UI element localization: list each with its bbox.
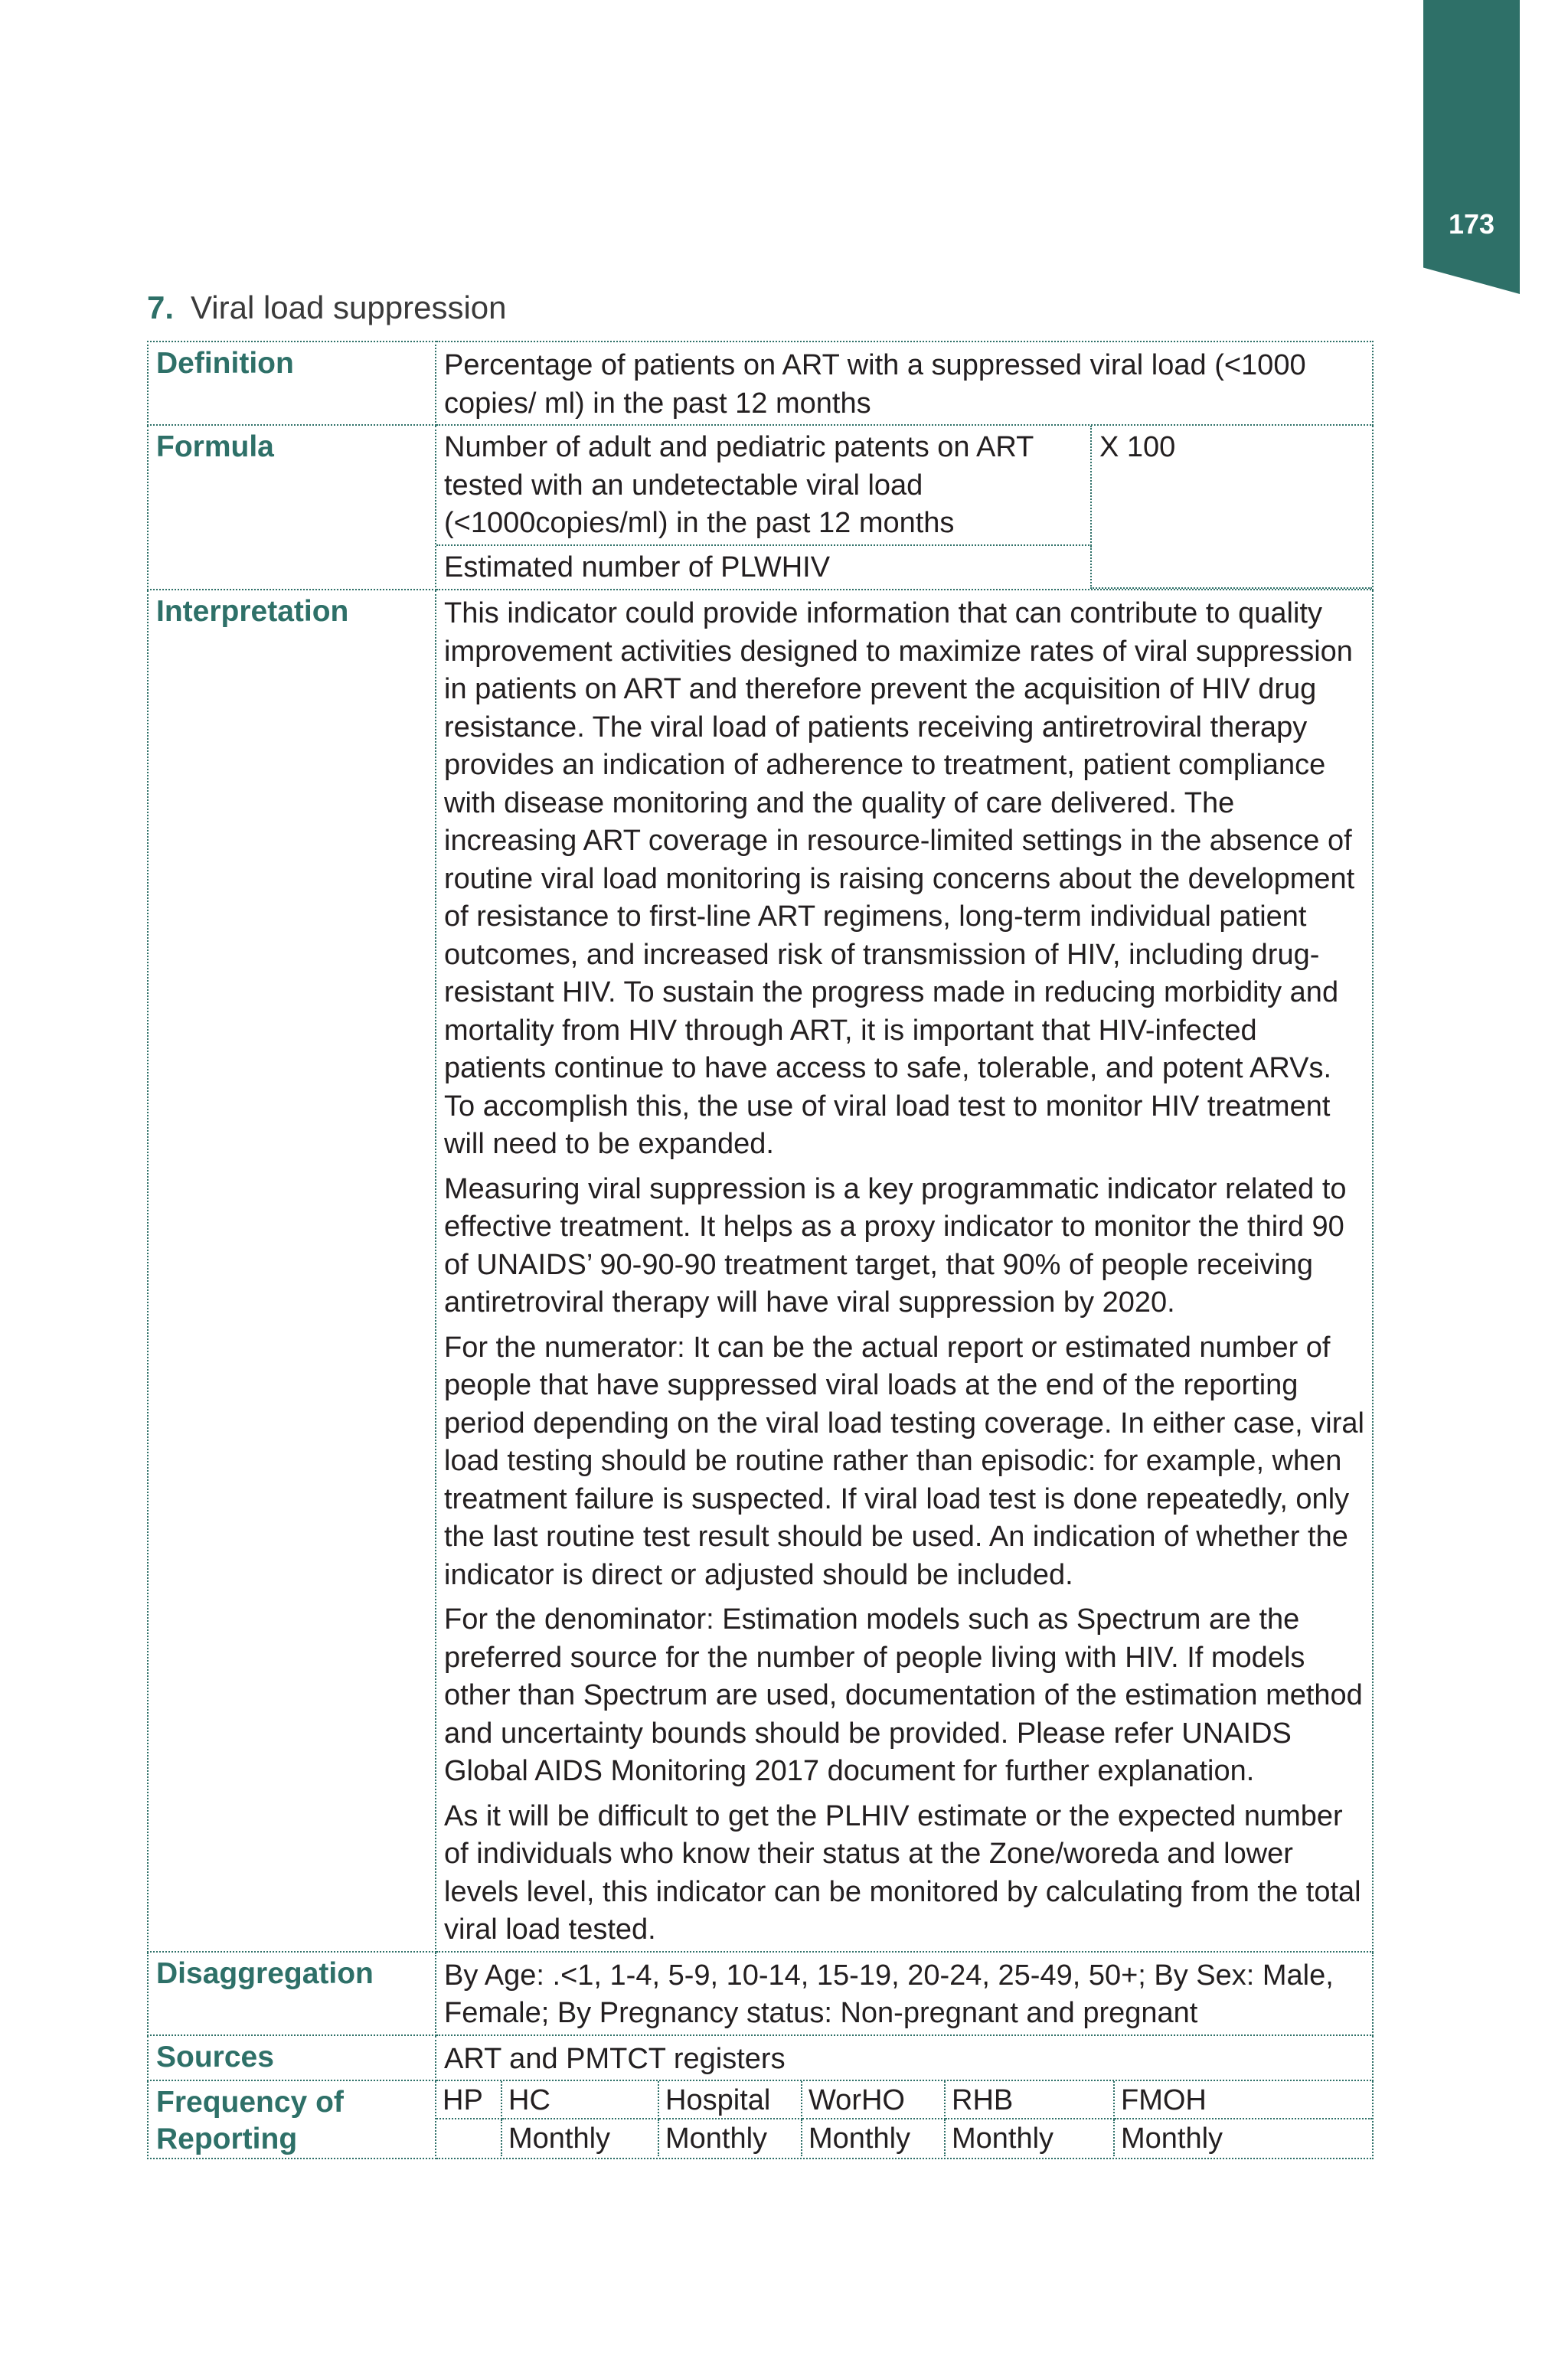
frequency-table — [436, 2081, 1372, 2156]
formula-table — [436, 426, 1372, 589]
frequency-value — [436, 2119, 501, 2156]
interpretation-paragraph: For the denominator: Estimation models such as Spectrum are the preferred source for the number of people living with HIV. If models other than Spectrum are used, documentation of the estimation method and uncertainty bounds should be provided. Please refer UNAIDS Global AIDS Monitoring 2017 document for further explanation. — [444, 1603, 1363, 1787]
disaggregation-label: Disaggregation — [148, 1952, 436, 2035]
page-number-tab — [1423, 0, 1520, 294]
interpretation-paragraph: Measuring viral suppression is a key programmatic indicator related to effective treatment. It helps as a proxy indicator to monitor the third 90 of UNAIDS’ 90-90-90 treatment target, that 90% of people receiving antiretroviral therapy will have viral suppression by 2020. — [444, 1172, 1347, 1319]
interpretation-content — [436, 590, 1373, 1952]
sources-label: Sources — [148, 2035, 436, 2081]
frequency-level: HP — [436, 2081, 501, 2119]
formula-denominator: Estimated number of PLWHIV — [436, 545, 1091, 589]
interpretation-paragraph: As it will be difficult to get the PLHIV estimate or the expected number of individuals who know their status at the Zone/woreda and lower levels level, this indicator can be monitored by calculating from the total viral load tested. — [444, 1799, 1361, 1946]
section-title: Viral load suppression — [191, 289, 507, 325]
sources-content — [436, 2035, 1373, 2081]
sources-row — [148, 2035, 1373, 2081]
interpretation-paragraph: For the numerator: It can be the actual report or estimated number of people that have suppressed viral loads at the end of the reporting period depending on the viral load testing coverage. In either case, viral load testing should be routine rather than episodic: for example, when treatment failure is suspected. If viral load test is done repeatedly, only the last routine test result should be used. An indication of whether the indicator is direct or adjusted should be included. — [444, 1331, 1364, 1591]
sources-text: ART and PMTCT registers — [444, 2042, 786, 2075]
disaggregation-text: By Age: .<1, 1-4, 5-9, 10-14, 15-19, 20-24, 25-49, 50+; By Sex: Male, Female; By Pregnancy status: Non-pregnant and pregnant — [444, 1959, 1334, 2029]
interpretation-label: Interpretation — [148, 590, 436, 1952]
formula-content — [436, 425, 1373, 590]
frequency-value: Monthly — [1114, 2119, 1372, 2156]
frequency-value: Monthly — [501, 2119, 658, 2156]
indicator-table — [147, 341, 1374, 2159]
formula-row — [148, 425, 1373, 590]
disaggregation-row — [148, 1952, 1373, 2035]
definition-label: Definition — [148, 342, 436, 425]
frequency-row — [148, 2080, 1373, 2159]
frequency-level: HC — [501, 2081, 658, 2119]
interpretation-paragraph: This indicator could provide information that can contribute to quality improvement activities designed to maximize rates of viral suppression in patients on ART and therefore prevent the acquisition of HIV drug resistance. The viral load of patients receiving antiretroviral therapy provides an indication of adherence to treatment, patient compliance with disease monitoring and the quality of care delivered. The increasing ART coverage in resource-limited settings in the absence of routine viral load monitoring is raising concerns about the development of resistance to first-line ART regimens, long-term individual patient outcomes, and increased risk of transmission of HIV, including drug-resistant HIV. To sustain the progress made in reducing morbidity and mortality from HIV through ART, it is important that HIV-infected patients continue to have access to safe, tolerable, and potent ARVs. To accomplish this, the use of viral load test to monitor HIV treatment will need to be expanded. — [444, 597, 1355, 1160]
frequency-label: Frequency of Reporting — [148, 2080, 436, 2159]
interpretation-row — [148, 590, 1373, 1952]
definition-content — [436, 342, 1373, 425]
frequency-level: WorHO — [802, 2081, 945, 2119]
frequency-level: FMOH — [1114, 2081, 1372, 2119]
frequency-values-row — [436, 2119, 1372, 2156]
section-heading — [147, 289, 507, 326]
page-number: 173 — [1448, 208, 1495, 240]
section-number: 7. — [147, 289, 175, 325]
frequency-value: Monthly — [945, 2119, 1114, 2156]
frequency-levels-row — [436, 2081, 1372, 2119]
frequency-content — [436, 2080, 1373, 2159]
definition-text: Percentage of patients on ART with a suppressed viral load (<1000 copies/ ml) in the past 12 months — [444, 349, 1306, 420]
definition-row — [148, 342, 1373, 425]
formula-label: Formula — [148, 425, 436, 590]
disaggregation-content — [436, 1952, 1373, 2035]
frequency-value: Monthly — [802, 2119, 945, 2156]
formula-numerator: Number of adult and pediatric patents on ART tested with an undetectable viral load (<1000copies/ml) in the past 12 months — [436, 426, 1091, 545]
frequency-level: Hospital — [658, 2081, 802, 2119]
frequency-level: RHB — [945, 2081, 1114, 2119]
frequency-value: Monthly — [658, 2119, 802, 2156]
formula-multiplier: X 100 — [1091, 426, 1372, 588]
